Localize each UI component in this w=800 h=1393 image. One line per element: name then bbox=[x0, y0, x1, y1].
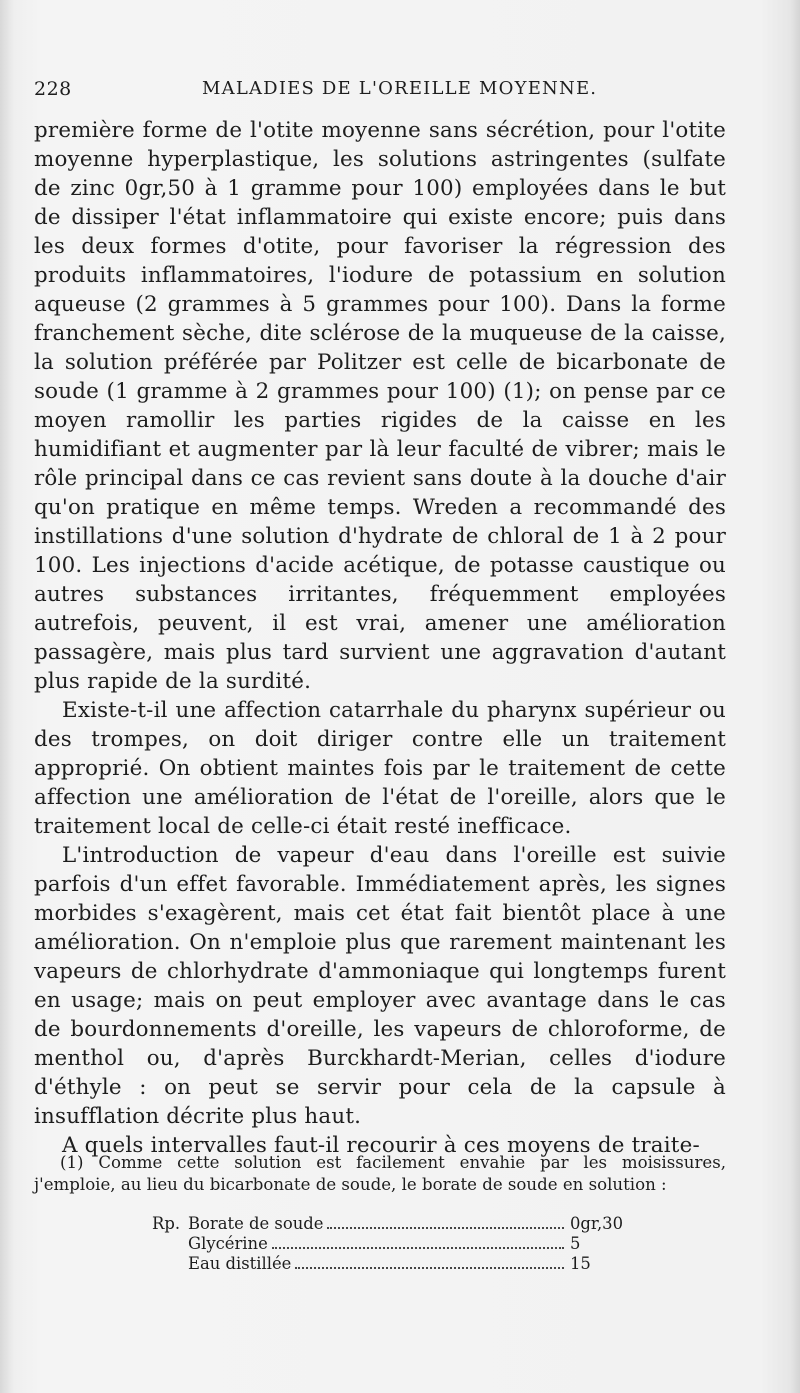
running-title: MALADIES DE L'OREILLE MOYENNE. bbox=[202, 78, 598, 99]
recipe-ingredient: Eau distillée bbox=[188, 1254, 292, 1273]
recipe-ingredient: Borate de soude bbox=[188, 1214, 324, 1233]
recipe-row bbox=[152, 1214, 622, 1234]
leader-dots bbox=[295, 1254, 564, 1269]
recipe-row bbox=[152, 1254, 622, 1274]
paragraph: Existe-t-il une affection catarrhale du pharynx supérieur ou des trompes, on doit diriger contre elle un traitement approprié. On obtient maintes fois par le traitement de cette affection une amélioration de l'état de l'oreille, alors que le traitement local de celle-ci était resté inefficace. bbox=[34, 698, 726, 839]
footnote bbox=[34, 1152, 726, 1196]
recipe-list bbox=[152, 1214, 622, 1274]
paragraph: première forme de l'otite moyenne sans sécrétion, pour l'otite moyenne hyperplastique, les solutions astringentes (sulfate de zinc 0gr,50 à 1 gramme pour 100) employées dans le but de dissiper l'état inflammatoire qui existe encore; puis dans les deux formes d'otite, pour favoriser la régression des produits inflammatoires, l'iodure de potassium en solution aqueuse (2 grammes à 5 grammes pour 100). Dans la forme franchement sèche, dite sclérose de la muqueuse de la caisse, la solution préférée par Politzer est celle de bicarbonate de soude (1 gramme à 2 grammes pour 100) (1); on pense par ce moyen ramollir les parties rigides de la caisse en les humidifiant et augmenter par là leur faculté de vibrer; mais le rôle principal dans ce cas revient sans doute à la douche d'air qu'on pratique en même temps. Wreden a recommandé des instillations d'une solution d'hydrate de chloral de 1 à 2 pour 100. Les injections d'acide acétique, de potasse caustique ou autres substances irritantes, fréquemment employées autrefois, peuvent, il est vrai, amener une amélioration passagère, mais plus tard survient une aggravation d'autant plus rapide de la surdité. bbox=[34, 118, 726, 694]
recipe-quantity: 15 bbox=[570, 1254, 591, 1273]
paragraph: A quels intervalles faut-il recourir à ces moyens de traite- bbox=[62, 1133, 700, 1158]
footnote-text: (1) Comme cette solution est facilement envahie par les moisissures, j'emploie, au lieu du bicarbonate de soude, le borate de soude en solution : bbox=[34, 1153, 726, 1194]
body-text bbox=[34, 116, 726, 1160]
recipe-prefix: Rp. bbox=[152, 1214, 181, 1233]
leader-dots bbox=[327, 1214, 564, 1229]
recipe-quantity: 5 bbox=[570, 1234, 581, 1253]
paragraph: L'introduction de vapeur d'eau dans l'oreille est suivie parfois d'un effet favorable. Immédiatement après, les signes morbides s'exagèrent, mais cet état fait bientôt place à une amélioration. On n'emploie plus que rarement maintenant les vapeurs de chlorhydrate d'ammoniaque qui longtemps furent en usage; mais on peut employer avec avantage dans le cas de bourdonnements d'oreille, les vapeurs de chloroforme, de menthol ou, d'après Burckhardt-Merian, celles d'iodure d'éthyle : on peut se servir pour cela de la capsule à insufflation décrite plus haut. bbox=[34, 843, 726, 1129]
page-number: 228 bbox=[34, 78, 72, 100]
recipe-row bbox=[152, 1234, 622, 1254]
recipe-ingredient: Glycérine bbox=[188, 1234, 268, 1253]
recipe-quantity: 0gr,30 bbox=[570, 1214, 624, 1233]
page-header bbox=[34, 78, 724, 108]
leader-dots bbox=[272, 1234, 564, 1249]
